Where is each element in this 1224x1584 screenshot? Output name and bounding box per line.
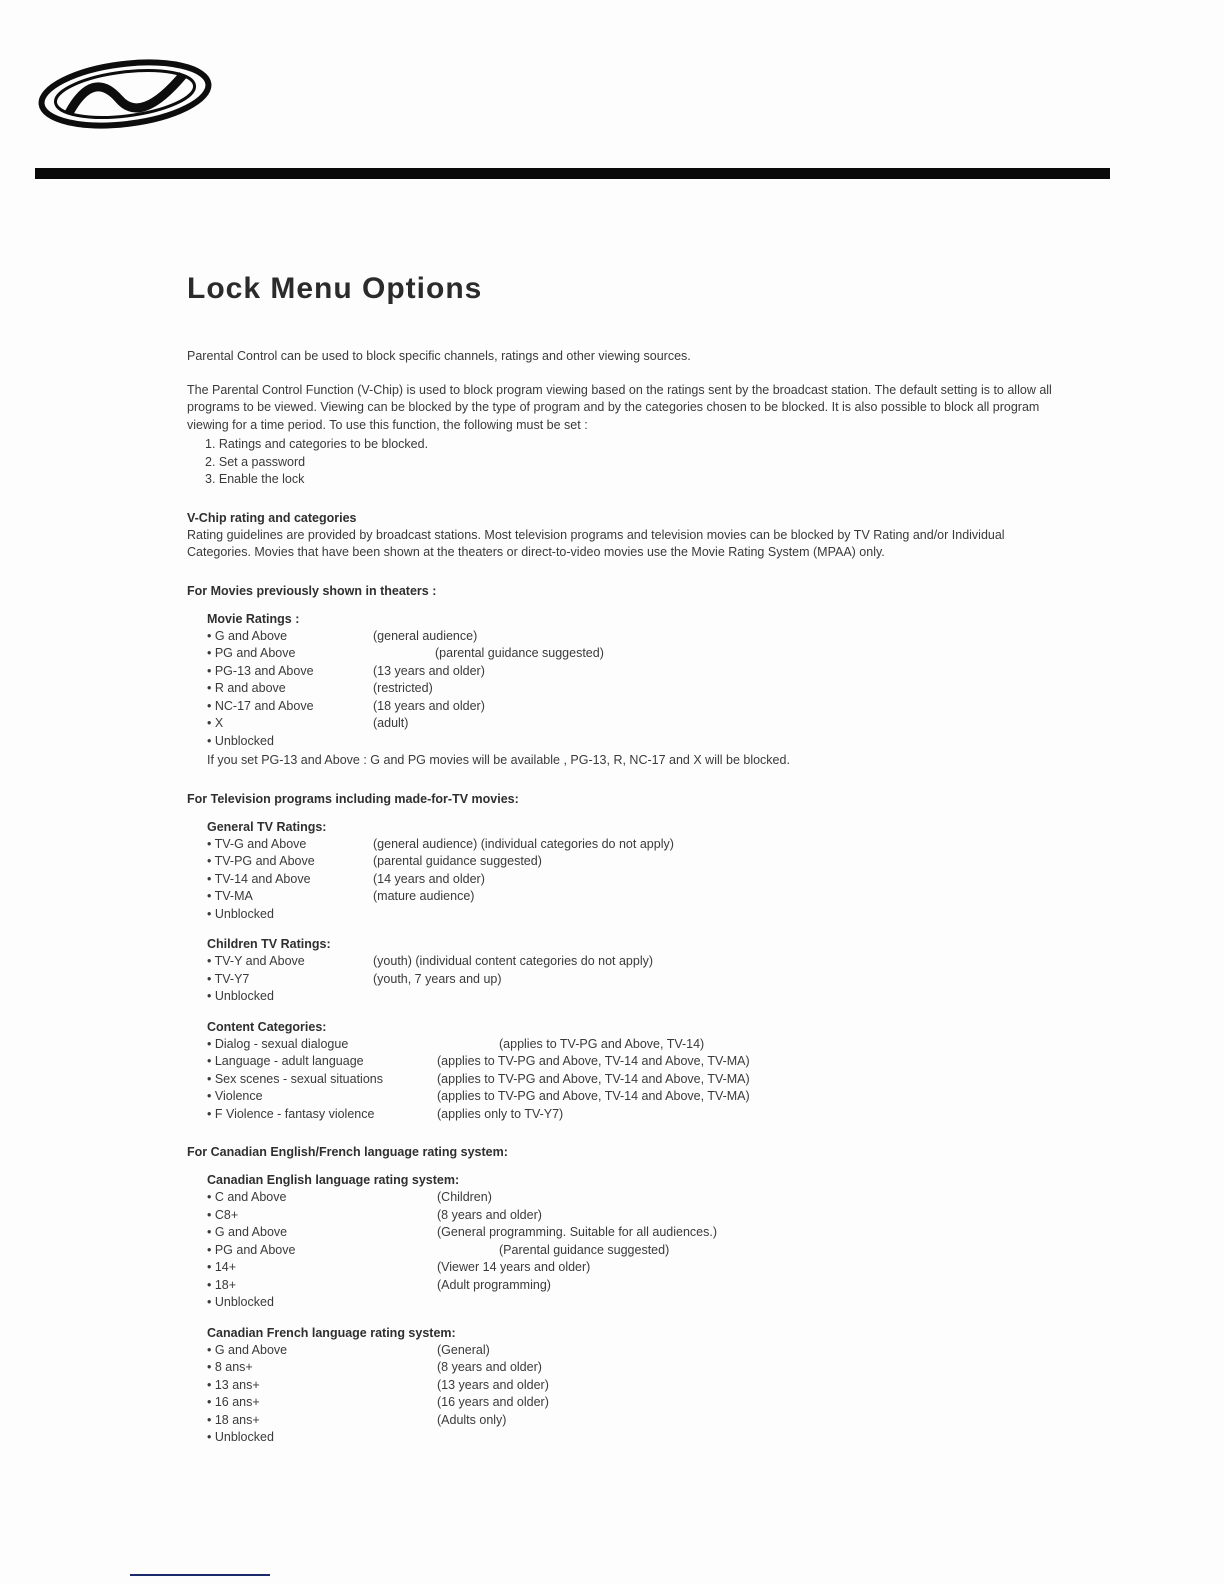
- vchip-heading: V-Chip rating and categories: [187, 510, 357, 525]
- intro-paragraph-1: Parental Control can be used to block specific channels, ratings and other viewing sources.: [187, 349, 691, 363]
- group-title: Canadian French language rating system:: [207, 1325, 456, 1340]
- page-content: [187, 272, 1057, 1447]
- step-item: 3. Enable the lock: [205, 472, 305, 486]
- rating-desc: (13 years and older): [373, 663, 485, 678]
- rating-item: [207, 1242, 1057, 1260]
- rating-item: [207, 1294, 1057, 1312]
- rating-desc: (parental guidance suggested): [435, 646, 604, 660]
- rating-item: [207, 871, 1057, 889]
- rating-label: • G and Above: [207, 628, 288, 643]
- rating-desc: (applies to TV-PG and Above, TV-14 and Above, TV-MA): [437, 1089, 750, 1103]
- rating-desc: (16 years and older): [437, 1395, 549, 1409]
- rating-item: [207, 1036, 1057, 1054]
- step-item: 1. Ratings and categories to be blocked.: [205, 437, 429, 451]
- rating-label: • 8 ans+: [207, 1360, 253, 1374]
- group-children-tv-ratings: [207, 937, 1057, 1006]
- rating-desc: (8 years and older): [437, 1207, 542, 1222]
- rating-item: [207, 1088, 1057, 1106]
- rating-item: [207, 663, 1057, 681]
- group-title: General TV Ratings:: [207, 819, 327, 834]
- setup-steps: [205, 436, 1057, 489]
- rating-item: [207, 1224, 1057, 1242]
- group-general-tv-ratings: [207, 820, 1057, 924]
- rating-label: • NC-17 and Above: [207, 698, 314, 713]
- rating-label: • X: [207, 716, 224, 730]
- page-title: Lock Menu Options: [187, 272, 483, 305]
- rating-desc: (restricted): [373, 681, 433, 695]
- rating-desc: (applies to TV-PG and Above, TV-14 and Above, TV-MA): [437, 1054, 750, 1068]
- rating-label: • 18 ans+: [207, 1412, 260, 1427]
- rating-label: • TV-G and Above: [207, 836, 307, 851]
- rating-desc: (general audience): [373, 628, 478, 643]
- rating-desc: (8 years and older): [437, 1360, 542, 1374]
- rating-desc: (Adult programming): [437, 1277, 551, 1292]
- rating-desc: (Children): [437, 1190, 492, 1204]
- rating-item: [207, 733, 1057, 751]
- footer-divider: [130, 1574, 270, 1576]
- header-divider: [35, 168, 1110, 179]
- rating-item: [207, 836, 1057, 854]
- rating-label: • PG-13 and Above: [207, 663, 314, 678]
- rating-item: [207, 888, 1057, 906]
- section-heading-movies: For Movies previously shown in theaters :: [187, 583, 437, 598]
- rating-item: [207, 1377, 1057, 1395]
- rating-item: [207, 1412, 1057, 1430]
- rating-item: [207, 853, 1057, 871]
- group-title: Canadian English language rating system:: [207, 1173, 460, 1187]
- group-canadian-english: [207, 1173, 1057, 1312]
- rating-desc: (mature audience): [373, 889, 475, 903]
- rating-item: [207, 1277, 1057, 1295]
- rating-desc: (14 years and older): [373, 871, 485, 886]
- rating-label: • Unblocked: [207, 733, 274, 748]
- rating-item: [207, 1071, 1057, 1089]
- rating-item: [207, 715, 1057, 733]
- rating-label: • Language - adult language: [207, 1054, 364, 1068]
- intro-paragraph-2: The Parental Control Function (V-Chip) is used to block program viewing based on the ratings sent by the broadcast station. The default setting is to allow all programs to be viewed. Viewing can be blocked by the type of program and by the categories chosen to be blocked. It is also possible to block all program viewing for a time period. To use this function, the following must be set :: [187, 382, 1052, 432]
- rating-item: [207, 971, 1057, 989]
- rating-desc: (applies to TV-PG and Above, TV-14): [499, 1036, 705, 1051]
- rating-label: • Unblocked: [207, 989, 274, 1003]
- rating-label: • Unblocked: [207, 1295, 274, 1309]
- rating-item: [207, 906, 1057, 924]
- rating-item: [207, 988, 1057, 1006]
- rating-label: • 16 ans+: [207, 1395, 260, 1409]
- brand-logo-icon: [35, 55, 215, 133]
- rating-desc: (Parental guidance suggested): [499, 1242, 670, 1257]
- group-content-categories: [207, 1020, 1057, 1124]
- rating-label: • Unblocked: [207, 906, 274, 921]
- rating-desc: (adult): [373, 716, 409, 730]
- rating-item: [207, 1394, 1057, 1412]
- group-canadian-french: [207, 1326, 1057, 1447]
- rating-label: • TV-Y and Above: [207, 954, 305, 968]
- group-title: Content Categories:: [207, 1019, 327, 1034]
- rating-item: [207, 628, 1057, 646]
- rating-desc: (General): [437, 1342, 490, 1357]
- group-movie-ratings: [207, 612, 1057, 770]
- rating-label: • Unblocked: [207, 1430, 274, 1444]
- rating-desc: (youth) (individual content categories do not apply): [373, 954, 654, 968]
- rating-note: If you set PG-13 and Above : G and PG movies will be available , PG-13, R, NC-17 and X will be blocked.: [207, 753, 790, 767]
- rating-item: [207, 1359, 1057, 1377]
- rating-item: [207, 680, 1057, 698]
- rating-label: • TV-14 and Above: [207, 871, 311, 886]
- rating-item: [207, 1259, 1057, 1277]
- rating-item: [207, 1106, 1057, 1124]
- rating-label: • Dialog - sexual dialogue: [207, 1036, 349, 1051]
- group-title: Children TV Ratings:: [207, 937, 331, 951]
- rating-desc: (parental guidance suggested): [373, 854, 542, 868]
- rating-label: • G and Above: [207, 1225, 288, 1239]
- rating-label: • PG and Above: [207, 1242, 296, 1257]
- rating-label: • TV-Y7: [207, 971, 250, 986]
- rating-item: [207, 1207, 1057, 1225]
- rating-desc: (Adults only): [437, 1412, 507, 1427]
- rating-label: • C8+: [207, 1207, 239, 1222]
- section-heading-television: For Television programs including made-for-TV movies:: [187, 791, 519, 806]
- rating-label: • 13 ans+: [207, 1377, 260, 1392]
- rating-label: • TV-PG and Above: [207, 854, 315, 868]
- rating-desc: (13 years and older): [437, 1377, 549, 1392]
- step-item: 2. Set a password: [205, 454, 306, 469]
- rating-item: [207, 1342, 1057, 1360]
- rating-label: • 14+: [207, 1260, 237, 1274]
- rating-desc: (18 years and older): [373, 698, 485, 713]
- rating-desc: (applies to TV-PG and Above, TV-14 and Above, TV-MA): [437, 1071, 750, 1086]
- rating-desc: (General programming. Suitable for all audiences.): [437, 1225, 717, 1239]
- rating-label: • Sex scenes - sexual situations: [207, 1071, 383, 1086]
- rating-desc: (Viewer 14 years and older): [437, 1260, 591, 1274]
- rating-label: • C and Above: [207, 1190, 287, 1204]
- rating-label: • TV-MA: [207, 889, 253, 903]
- group-title: Movie Ratings :: [207, 611, 300, 626]
- brand-logo: [35, 55, 215, 133]
- rating-item: [207, 953, 1057, 971]
- rating-label: • Violence: [207, 1089, 263, 1103]
- rating-label: • 18+: [207, 1277, 237, 1292]
- vchip-body: Rating guidelines are provided by broadcast stations. Most television programs and television movies can be blocked by TV Rating and/or Individual Categories. Movies that have been shown at the theaters or direct-to-video movies use the Movie Rating System (MPAA) only.: [187, 527, 1005, 559]
- rating-label: • R and above: [207, 681, 286, 695]
- rating-item: [207, 1429, 1057, 1447]
- rating-desc: (youth, 7 years and up): [373, 971, 502, 986]
- rating-item: [207, 1189, 1057, 1207]
- rating-desc: (applies only to TV-Y7): [437, 1106, 564, 1121]
- section-heading-canadian: For Canadian English/French language rating system:: [187, 1145, 508, 1159]
- rating-item: [207, 1053, 1057, 1071]
- rating-label: • F Violence - fantasy violence: [207, 1106, 375, 1121]
- rating-label: • PG and Above: [207, 646, 296, 660]
- rating-item: [207, 698, 1057, 716]
- rating-item: [207, 645, 1057, 663]
- rating-label: • G and Above: [207, 1342, 288, 1357]
- rating-desc: (general audience) (individual categories do not apply): [373, 836, 674, 851]
